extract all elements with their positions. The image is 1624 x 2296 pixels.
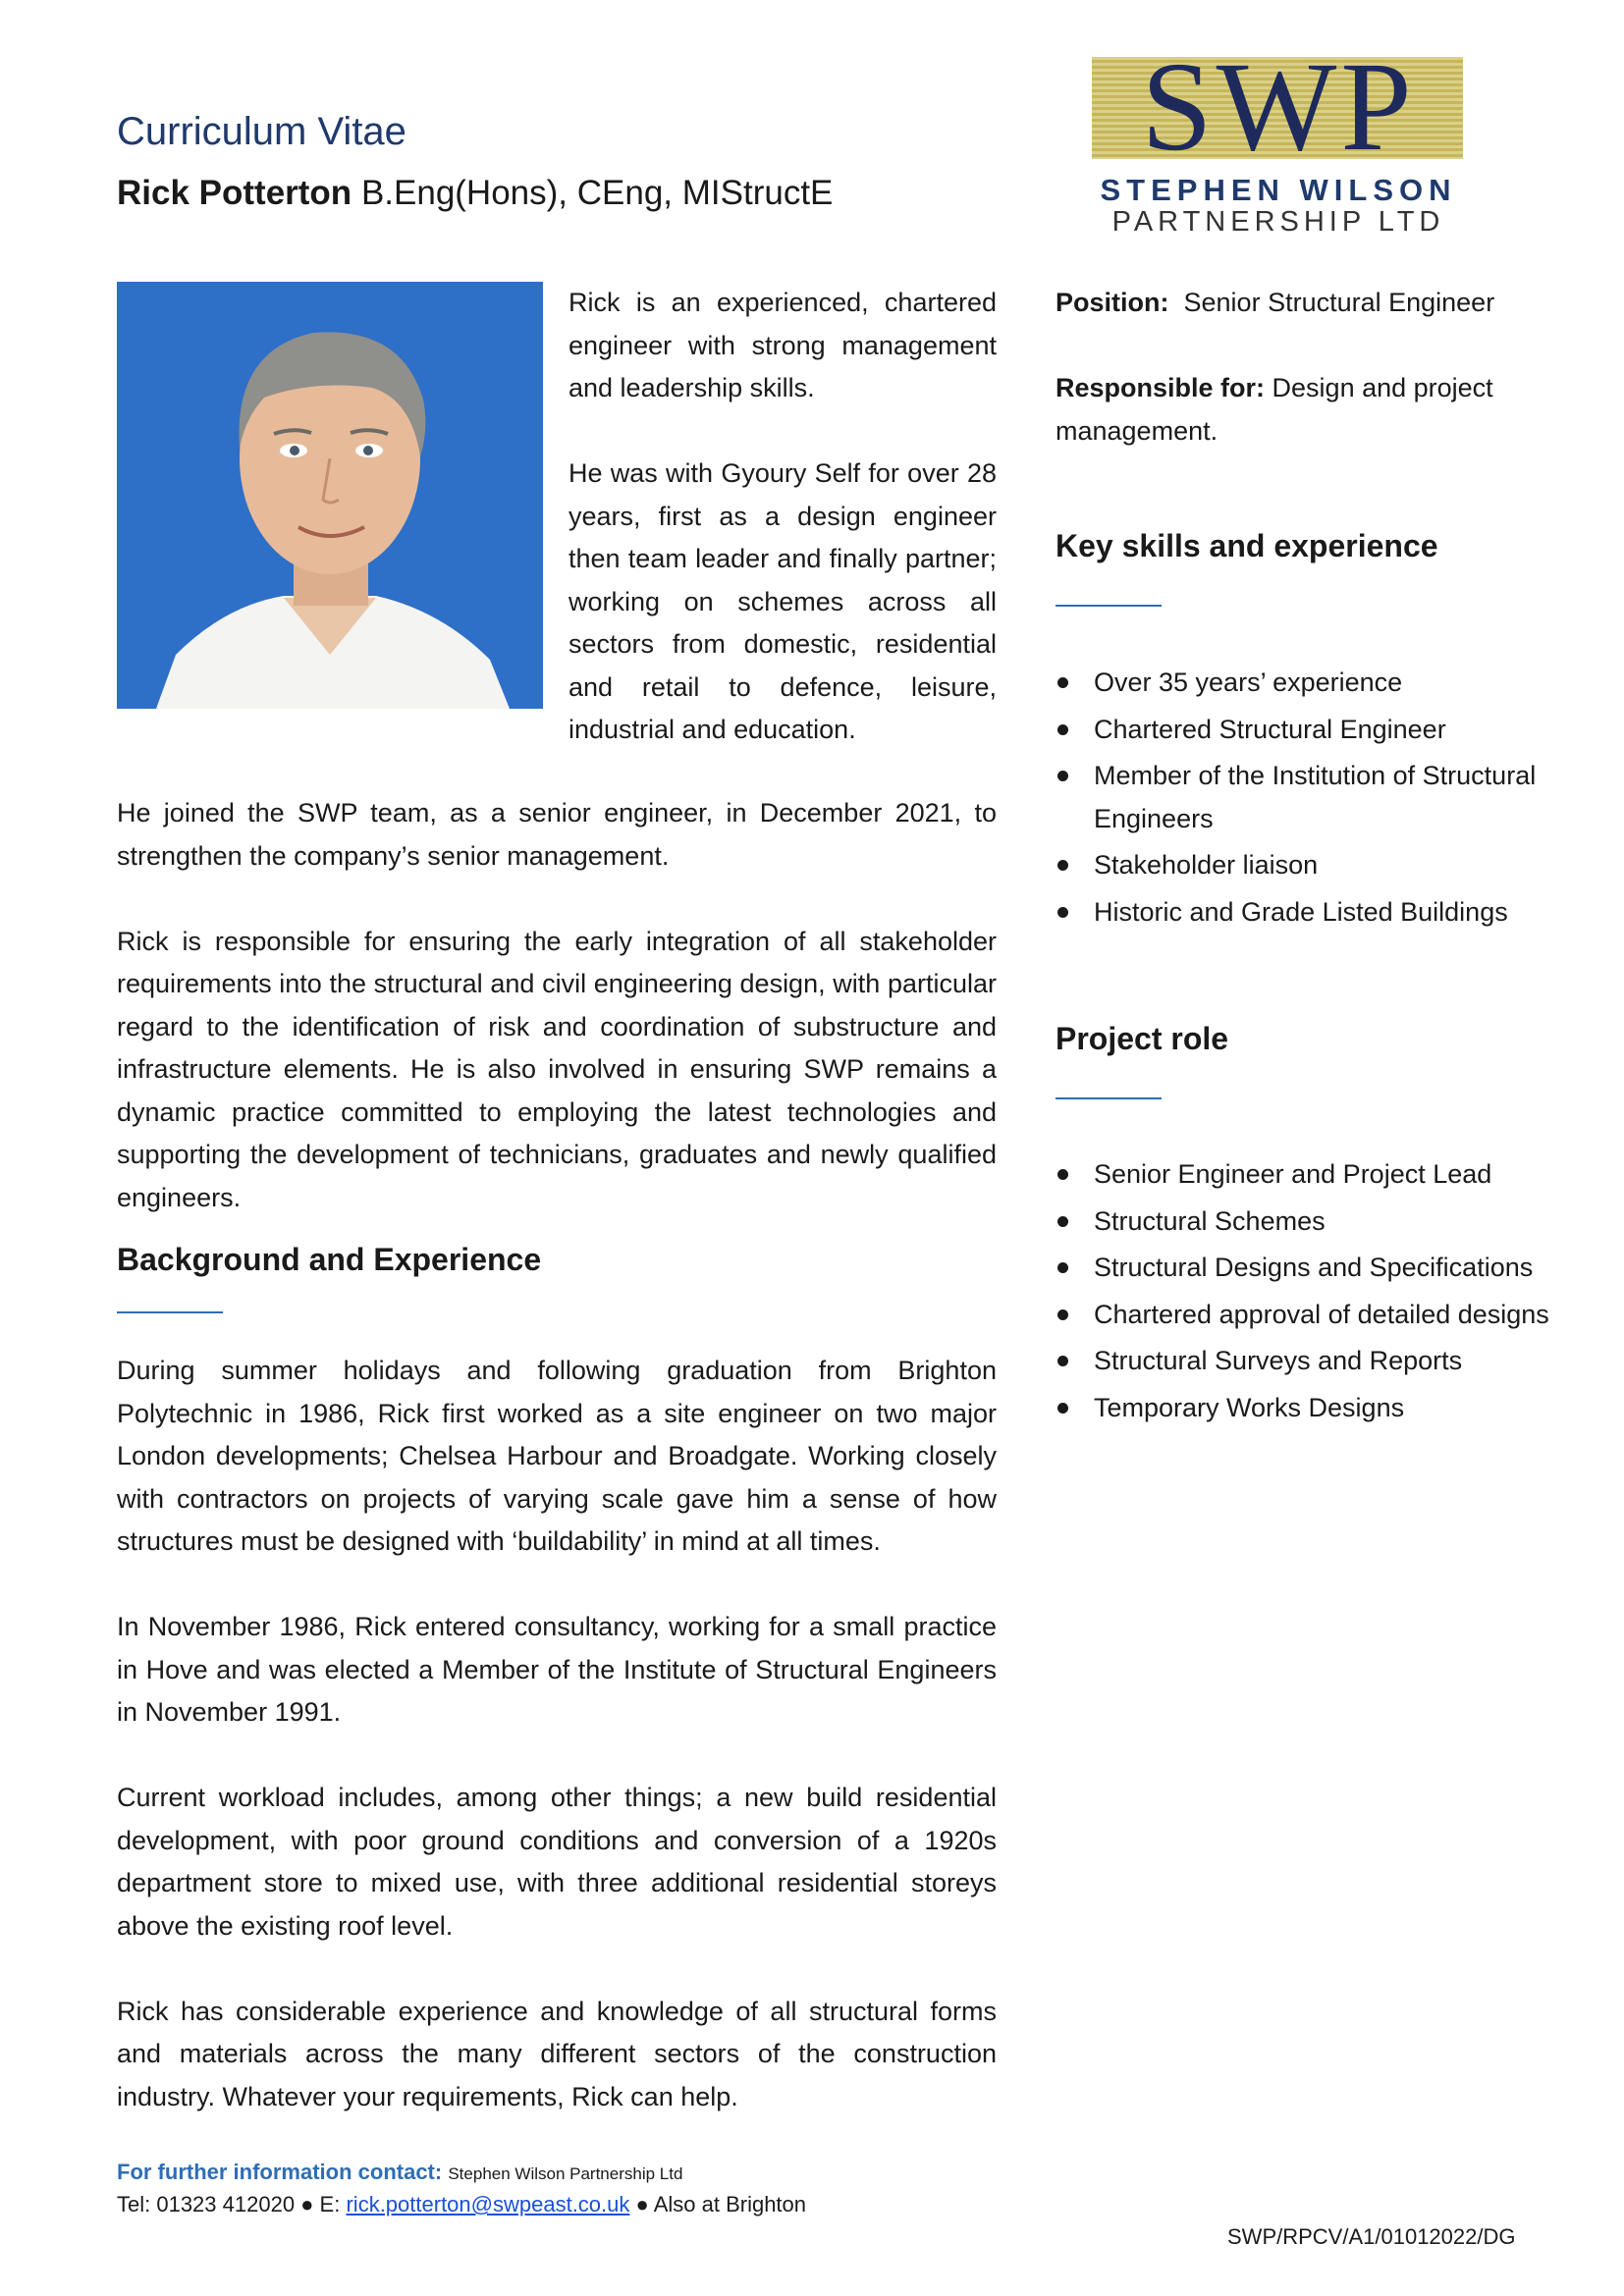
list-item	[1056, 755, 1566, 840]
bullet-icon	[1057, 1216, 1068, 1227]
position-label: Position:	[1056, 288, 1169, 317]
background-paragraph: Rick has considerable experience and knowledge of all structural forms and materials across the many different sectors of the construction industry. Whatever your requirements, Rick can help.	[117, 1996, 997, 2111]
key-skills-list	[1056, 662, 1566, 937]
summary-paragraph: He joined the SWP team, as a senior engineer, in December 2021, to strengthen the company’s senior management.	[117, 798, 997, 871]
list-item	[1056, 1201, 1605, 1244]
company-logo	[1090, 36, 1467, 243]
responsibility-field	[1056, 367, 1586, 453]
list-item	[1056, 1247, 1605, 1290]
bullet-icon	[1057, 677, 1068, 688]
footer-details	[117, 2192, 806, 2217]
list-item	[1056, 844, 1566, 887]
project-role: Structural Designs and Specifications	[1094, 1253, 1534, 1282]
list-item	[1056, 662, 1566, 705]
qualifications: B.Eng(Hons), CEng, MIStructE	[360, 174, 834, 212]
intro-paragraph: He was with Gyoury Self for over 28 years, first as a design engineer then team leader and finally partner; working on schemes across all sectors from domestic, residential and retail to defence, leisure, industrial and education.	[568, 458, 997, 744]
heading-underline	[117, 1311, 223, 1313]
list-item	[1056, 891, 1566, 934]
contact-company: Stephen Wilson Partnership Ltd	[448, 2164, 683, 2183]
bullet-icon	[1057, 771, 1068, 781]
project-role: Structural Surveys and Reports	[1094, 1346, 1463, 1375]
list-item	[1056, 1387, 1605, 1430]
background-text	[117, 1350, 997, 2162]
bullet-icon	[1057, 1309, 1068, 1320]
project-role: Senior Engineer and Project Lead	[1094, 1159, 1492, 1189]
summary-paragraph: Rick is responsible for ensuring the early integration of all stakeholder requirements into the structural and civil engineering design, with particular regard to the identification of risk and coordination of substructure and infrastructure elements. He is also involved in ensuring SWP remains a dynamic practice committed to employing the latest technologies and supporting the development of technicians, graduates and newly qualified engineers.	[117, 926, 997, 1212]
key-skill: Over 35 years’ experience	[1094, 667, 1403, 697]
intro-text	[568, 282, 997, 794]
bullet-icon	[1057, 1356, 1068, 1366]
person-name-line	[117, 174, 833, 213]
bullet-icon	[1057, 907, 1068, 918]
person-name: Rick Potterton	[117, 174, 352, 212]
document-title: Curriculum Vitae	[117, 110, 406, 153]
summary-text	[117, 792, 997, 1262]
project-role: Chartered approval of detailed designs	[1094, 1299, 1549, 1329]
logo-letters: SWP	[1141, 36, 1416, 178]
project-role-list	[1056, 1153, 1605, 1433]
heading-underline	[1056, 1097, 1162, 1099]
list-item	[1056, 709, 1566, 752]
key-skill: Chartered Structural Engineer	[1094, 714, 1446, 744]
email-link[interactable]: rick.potterton@swpeast.co.uk	[346, 2192, 630, 2216]
key-skill: Historic and Grade Listed Buildings	[1094, 896, 1508, 927]
responsible-value: Design and project management.	[1056, 373, 1493, 446]
background-paragraph: During summer holidays and following graduation from Brighton Polytechnic in 1986, Rick first worked as a site engineer on two major London developments; Chelsea Harbour and Broadgate. Working closely with contractors on projects of varying scale gave him a sense of how structures must be designed with ‘buildability’ in mind at all times.	[117, 1356, 997, 1556]
key-skill: Member of the Institution of Structural Engineers	[1094, 761, 1537, 833]
also-at: ● Also at Brighton	[635, 2192, 807, 2216]
project-role: Temporary Works Designs	[1094, 1392, 1405, 1422]
bullet-icon	[1057, 860, 1068, 871]
portrait-illustration	[117, 282, 543, 709]
list-item	[1056, 1294, 1605, 1337]
footer-contact	[117, 2160, 682, 2185]
project-role-heading: Project role	[1056, 1021, 1229, 1056]
background-paragraph: In November 1986, Rick entered consultancy, working for a small practice in Hove and was elected a Member of the Institute of Structural Engineers in November 1991.	[117, 1612, 997, 1727]
list-item	[1056, 1340, 1605, 1383]
background-heading: Background and Experience	[117, 1242, 542, 1277]
heading-underline	[1056, 605, 1162, 607]
bullet-icon	[1057, 1262, 1068, 1273]
position-field	[1056, 282, 1586, 325]
intro-paragraph: Rick is an experienced, chartered engineer with strong management and leadership skills.	[568, 288, 997, 402]
bullet-icon	[1057, 1169, 1068, 1180]
contact-label: For further information contact:	[117, 2160, 443, 2184]
position-value: Senior Structural Engineer	[1183, 288, 1495, 317]
key-skills-heading: Key skills and experience	[1056, 528, 1438, 563]
bullet-icon	[1057, 1403, 1068, 1414]
telephone: Tel: 01323 412020 ● E:	[117, 2192, 341, 2216]
document-reference: SWP/RPCV/A1/01012022/DG	[1227, 2224, 1516, 2249]
bullet-icon	[1057, 724, 1068, 735]
background-paragraph: Current workload includes, among other things; a new build residential development, with poor ground conditions and conversion of a 1920s department store to mixed use, with three additional residential storeys above the existing roof level.	[117, 1783, 997, 1941]
logo-company-line2: PARTNERSHIP LTD	[1111, 206, 1445, 238]
logo-company-line1: STEPHEN WILSON	[1100, 173, 1457, 207]
profile-photo	[117, 282, 543, 709]
list-item	[1056, 1153, 1605, 1197]
key-skill: Stakeholder liaison	[1094, 850, 1319, 880]
project-role: Structural Schemes	[1094, 1205, 1326, 1236]
responsible-label: Responsible for:	[1056, 373, 1266, 402]
